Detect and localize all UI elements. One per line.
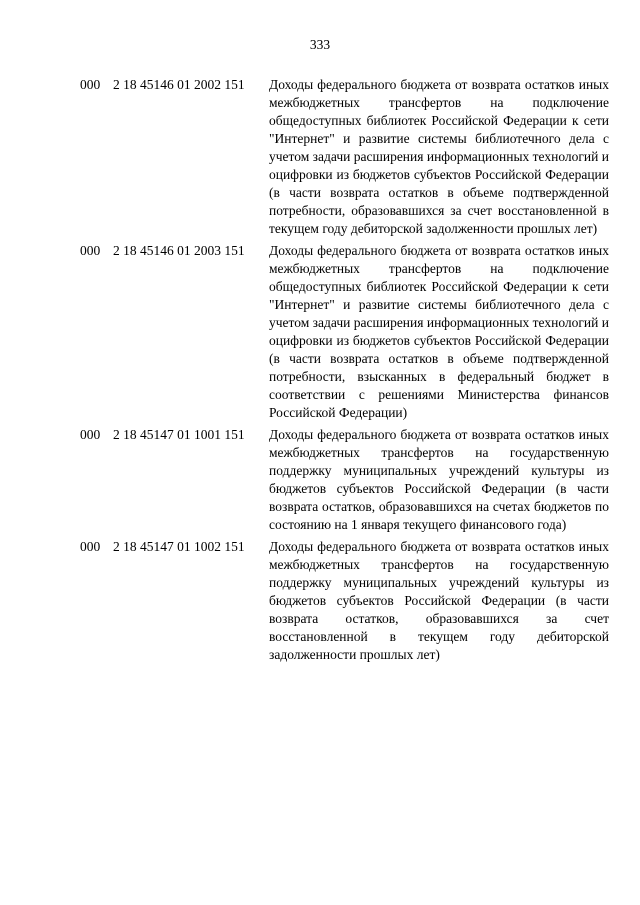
revenue-description: Доходы федерального бюджета от возврата остатков иных межбюджетных трансфертов на государственную поддержку муниципальных учреждений культуры из бюджетов субъектов Российской Федерации (в части возврата остатков, образовавшихся на счетах бюджетов по состоянию на 1 января текущего финансового года) [269, 427, 609, 532]
table-row [0, 76, 640, 238]
revenue-description: Доходы федерального бюджета от возврата остатков иных межбюджетных трансфертов на государственную поддержку муниципальных учреждений культуры из бюджетов субъектов Российской Федерации (в части возврата остатков, образовавшихся за счет восстановленной в текущем году дебиторской задолженности прошлых лет) [269, 539, 609, 662]
admin-code: 000 [80, 539, 101, 554]
classification-code: 2 18 45147 01 1002 151 [113, 539, 245, 554]
classification-code: 2 18 45147 01 1001 151 [113, 427, 245, 442]
classification-code: 2 18 45146 01 2002 151 [113, 77, 245, 92]
page-number: 333 [309, 37, 331, 52]
revenue-description: Доходы федерального бюджета от возврата остатков иных межбюджетных трансфертов на подключение общедоступных библиотек Российской Федерации к сети "Интернет" и развитие системы библиотечного дела с учетом задачи расширения информационных технологий и оцифровки из бюджетов субъектов Российской Федерации (в части возврата остатков в объеме подтвержденной потребности, образовавшихся за счет восстановленной в текущем году дебиторской задолженности прошлых лет) [269, 77, 609, 236]
admin-code: 000 [80, 243, 101, 258]
revenue-description: Доходы федерального бюджета от возврата остатков иных межбюджетных трансфертов на подключение общедоступных библиотек Российской Федерации к сети "Интернет" и развитие системы библиотечного дела с учетом задачи расширения информационных технологий и оцифровки из бюджетов субъектов Российской Федерации (в части возврата остатков в объеме подтвержденной потребности, взысканных в федеральный бюджет в соответствии с решениями Министерства финансов Российской Федерации) [269, 243, 609, 420]
admin-code: 000 [80, 77, 101, 92]
budget-code-table [0, 76, 640, 668]
table-row [0, 426, 640, 534]
classification-code: 2 18 45146 01 2003 151 [113, 243, 245, 258]
admin-code: 000 [80, 427, 101, 442]
table-row [0, 242, 640, 422]
table-row [0, 538, 640, 664]
